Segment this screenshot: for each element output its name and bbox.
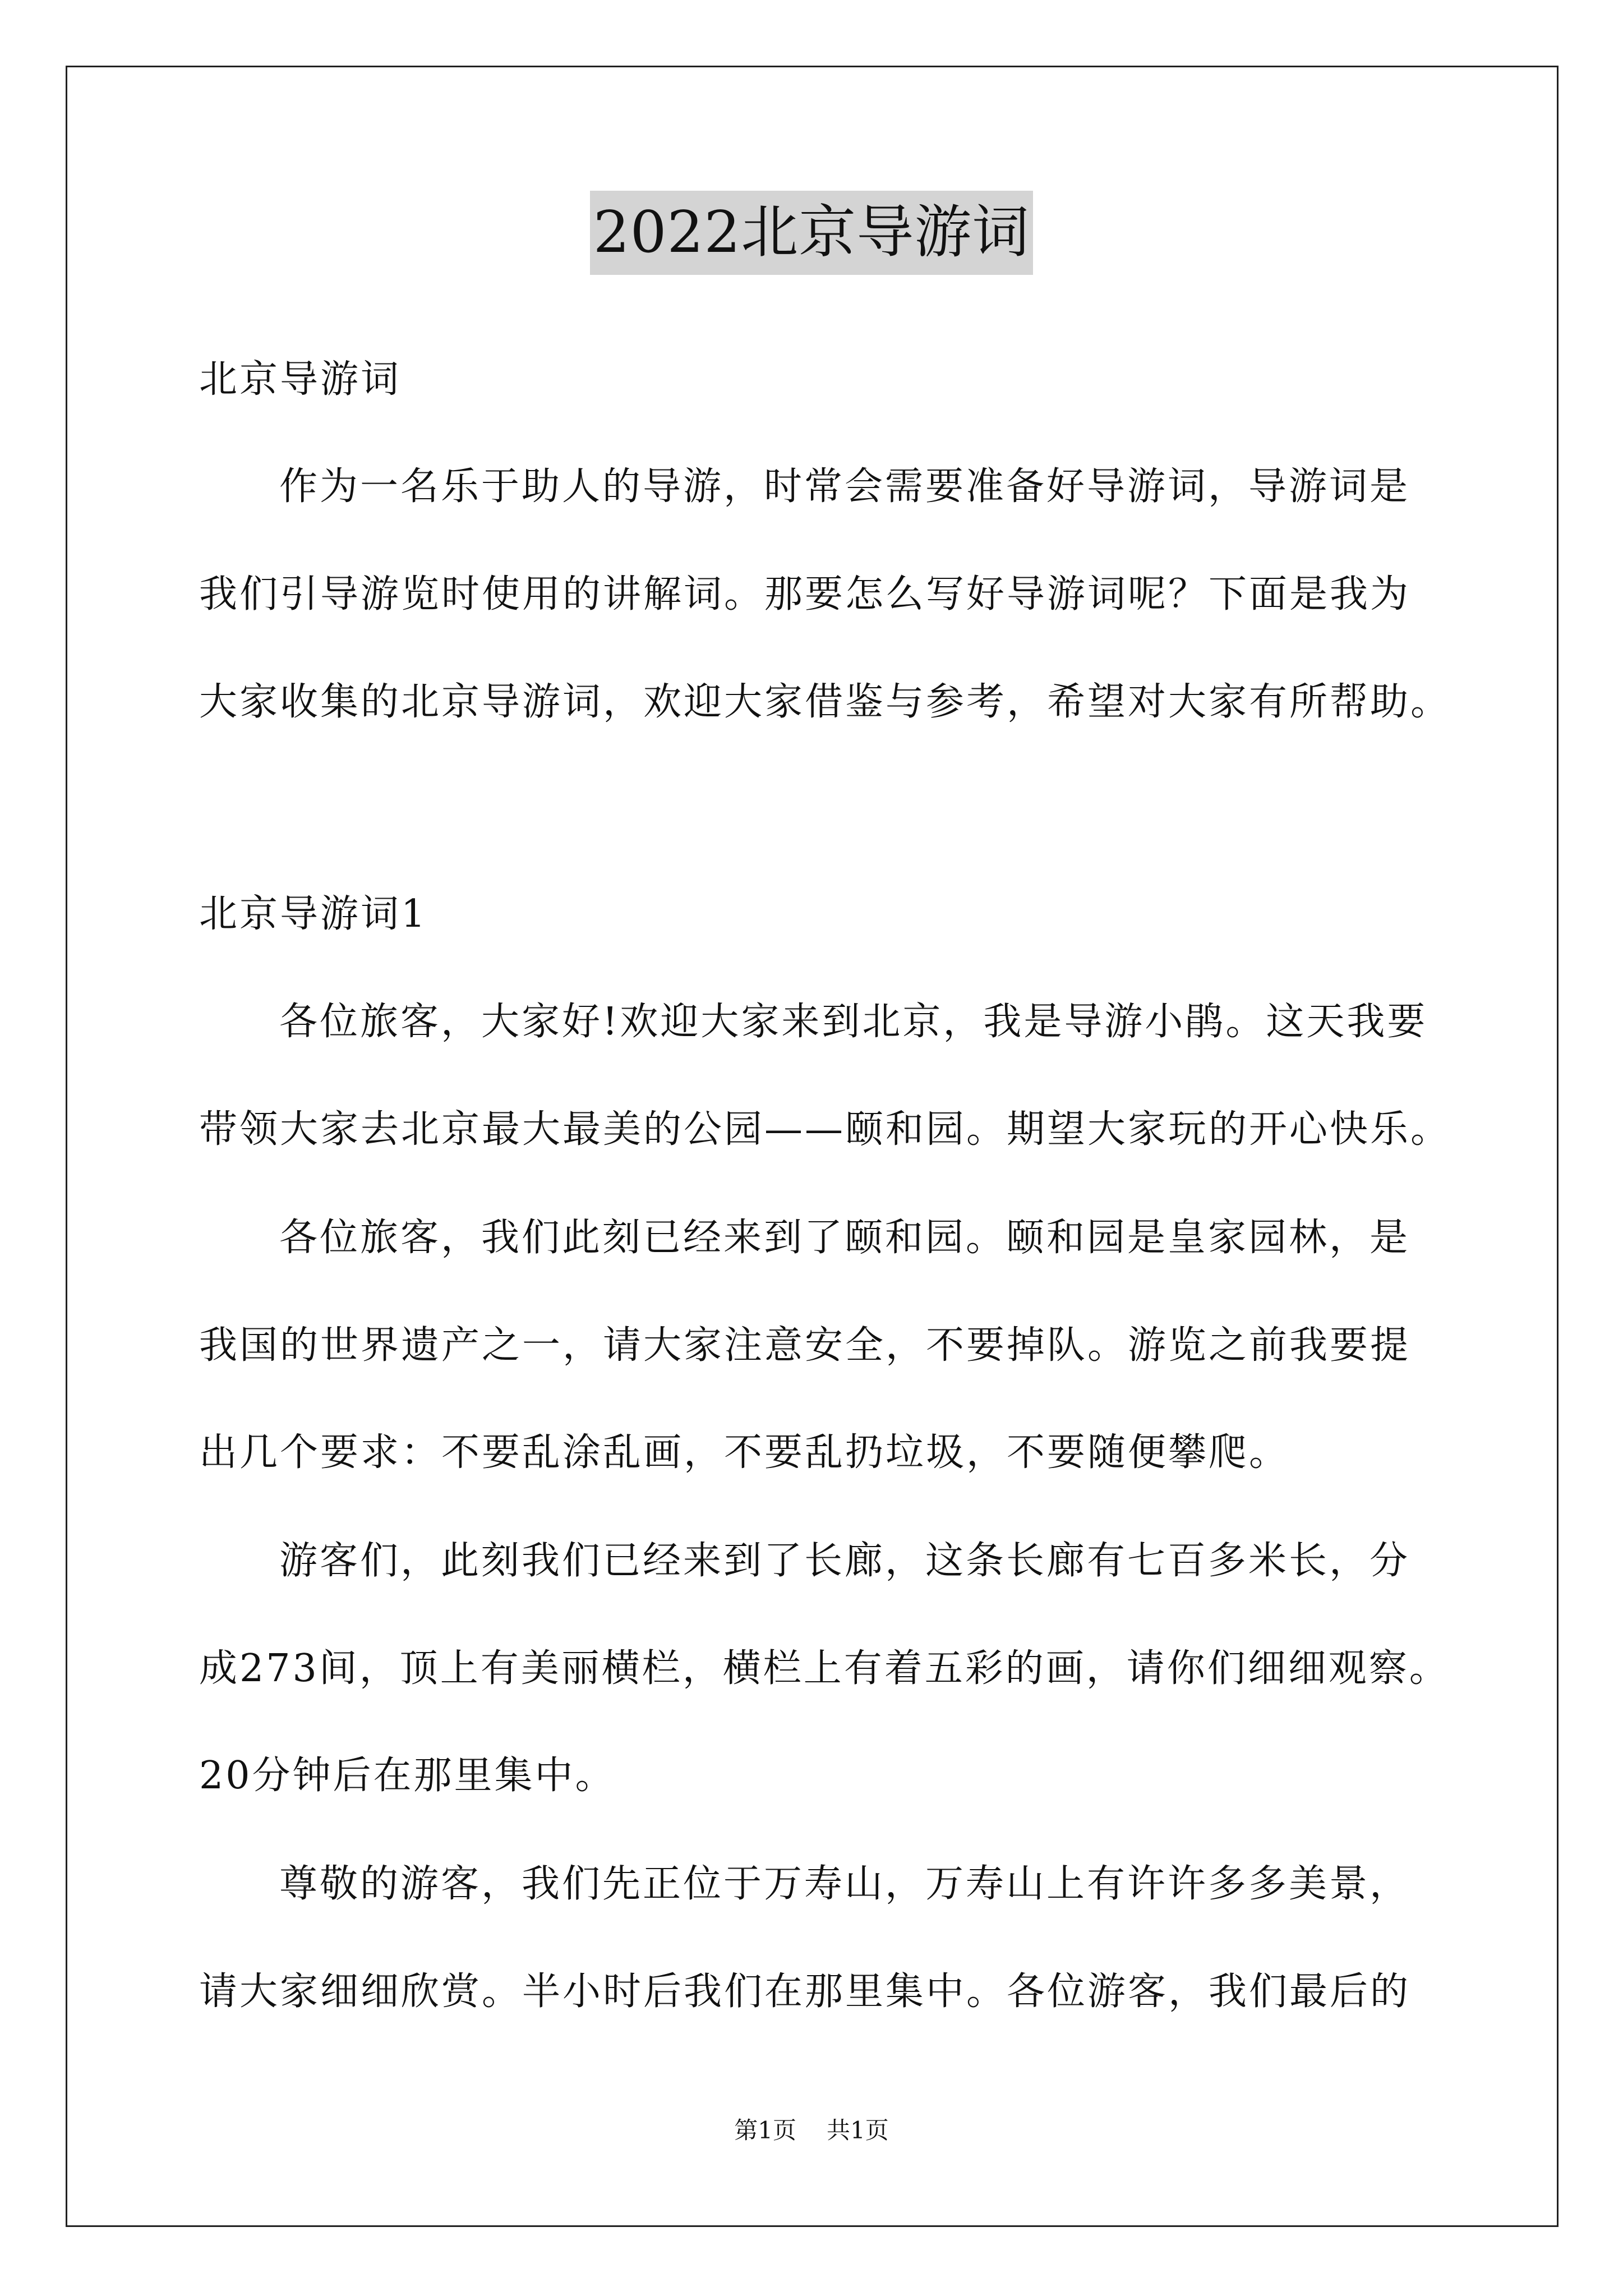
paragraph-line: 出几个要求：不要乱涂乱画，不要乱扔垃圾，不要随便攀爬。 <box>199 1430 1290 1475</box>
paragraph-line: 请大家细细欣赏。半小时后我们在那里集中。各位游客，我们最后的 <box>199 1970 1411 2014</box>
section-heading: 北京导游词1 <box>199 892 428 936</box>
title-container <box>0 191 1623 275</box>
page-footer <box>0 2114 1623 2147</box>
paragraph-line: 大家收集的北京导游词，欢迎大家借鉴与参考，希望对大家有所帮助。 <box>199 680 1451 724</box>
document-title: 2022北京导游词 <box>590 191 1034 275</box>
paragraph-line: 我们引导游览时使用的讲解词。那要怎么写好导游词呢？下面是我为 <box>199 572 1411 616</box>
paragraph-line: 我国的世界遗产之一，请大家注意安全，不要掉队。游览之前我要提 <box>199 1323 1411 1368</box>
paragraph-line: 带领大家去北京最大最美的公园——颐和园。期望大家玩的开心快乐。 <box>199 1107 1451 1152</box>
paragraph-line: 各位旅客，我们此刻已经来到了颐和园。颐和园是皇家园林，是 <box>279 1216 1410 1260</box>
paragraph-line: 游客们，此刻我们已经来到了长廊，这条长廊有七百多米长，分 <box>279 1539 1410 1583</box>
paragraph-line: 成273间，顶上有美丽横栏，横栏上有着五彩的画，请你们细细观察。 <box>199 1646 1450 1691</box>
paragraph-line: 各位旅客，大家好!欢迎大家来到北京，我是导游小鹃。这天我要 <box>279 1000 1428 1044</box>
paragraph-line: 作为一名乐于助人的导游，时常会需要准备好导游词，导游词是 <box>279 464 1410 509</box>
paragraph-line: 尊敬的游客，我们先正位于万寿山，万寿山上有许许多多美景， <box>279 1862 1410 1906</box>
subtitle-line: 北京导游词 <box>199 357 402 402</box>
page-total: 共1页 <box>827 2116 889 2144</box>
page-number: 第1页 <box>734 2116 796 2144</box>
paragraph-line: 20分钟后在那里集中。 <box>199 1754 616 1798</box>
